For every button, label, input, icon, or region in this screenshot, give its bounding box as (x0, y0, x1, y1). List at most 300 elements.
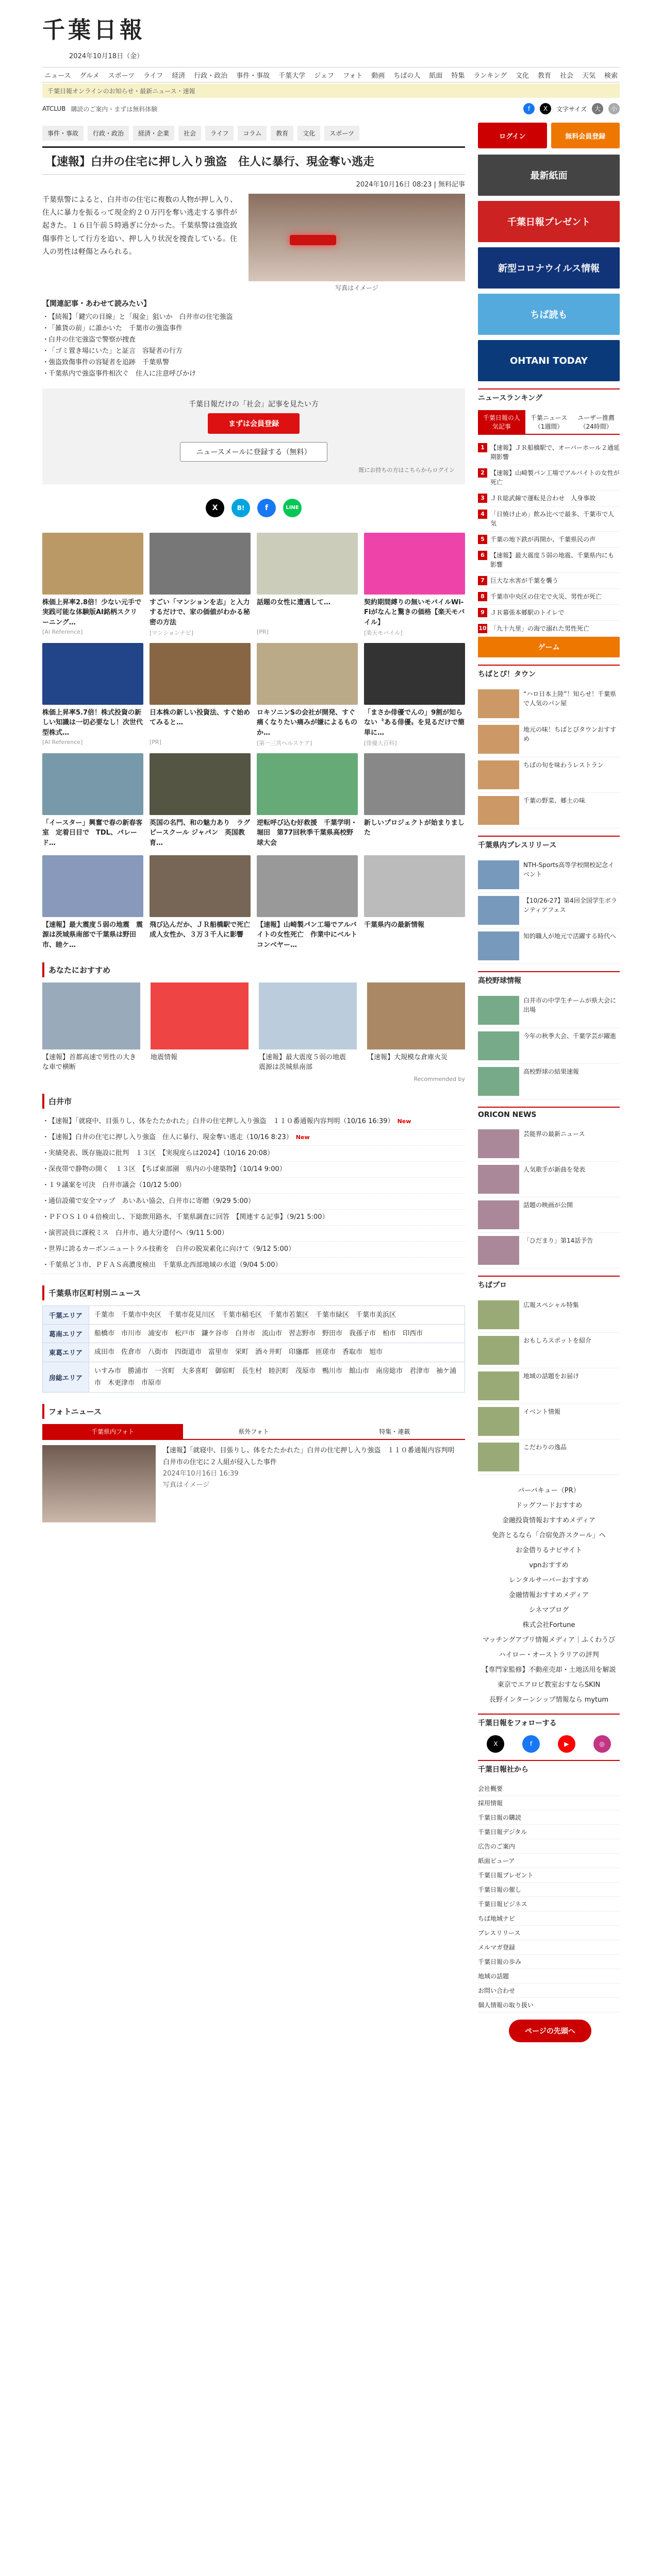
side-thumb (478, 996, 519, 1025)
nav-item[interactable]: スポーツ (108, 72, 135, 80)
ad-title[interactable]: 「まさか俳優でんの」9割が知らない〝ある俳優〟を見るだけで簡単に… (364, 708, 465, 737)
ad-image[interactable] (150, 643, 251, 705)
side-item[interactable] (478, 793, 620, 828)
main-nav (42, 67, 620, 82)
area-row (43, 1343, 465, 1362)
category-item[interactable]: 教育 (271, 126, 293, 141)
nav-item[interactable]: 社会 (559, 72, 573, 80)
photo-news-text[interactable]: 【速報】「就寝中、目張りし、体をたたかれた」白井の住宅押し入り強盗 １１０番通報内容判明 白井市の住宅に２人組が侵入した事件 (162, 1447, 461, 1466)
nav-item[interactable]: 天気 (582, 72, 595, 80)
ad-image[interactable] (150, 533, 251, 595)
company-link[interactable]: 会社概要 (478, 1782, 620, 1796)
company-link[interactable]: 地域の話題 (478, 1969, 620, 1984)
nav-item[interactable]: 教育 (537, 72, 551, 80)
company-link[interactable]: 個人情報の取り扱い (478, 1998, 620, 2012)
company-link[interactable]: 広告のご案内 (478, 1839, 620, 1854)
ad-source: [PR] (257, 628, 269, 635)
sponsor-link[interactable]: シネマブログ (528, 1606, 569, 1614)
ranking-item[interactable] (478, 465, 620, 490)
ad-source: [AI Reference] (42, 628, 83, 635)
ranking-text[interactable]: 「日焼け止め」飲み比べで最多、千葉市で人気 (490, 511, 615, 527)
local-news-text[interactable]: 通信設備で安全マップ あいあい協会、白井市に寄贈（9/29 5:00） (48, 1197, 255, 1206)
ad-source: [俳優大百科] (364, 739, 397, 747)
sponsor-link[interactable]: 免許とるなら「合宿免許スクール」へ (492, 1532, 606, 1539)
ad-image[interactable] (364, 643, 465, 705)
company-link[interactable]: プレスリリース (478, 1926, 620, 1940)
ad-card[interactable] (257, 533, 358, 637)
ad-card[interactable] (257, 753, 358, 849)
side-item-text[interactable]: 芸能界の最新ニュース (523, 1130, 585, 1138)
article-title: 【速報】白井の住宅に押し入り強盗 住人に暴行、現金奪い逃走 (42, 146, 465, 175)
side-item[interactable] (478, 1028, 620, 1064)
side-banner[interactable]: 千葉日報プレゼント (478, 201, 620, 242)
side-item-text[interactable]: おもしろスポットを紹介 (523, 1337, 592, 1344)
ad-image[interactable] (257, 753, 358, 815)
side-item-text[interactable]: 人気歌手が新曲を発表 (523, 1166, 586, 1173)
paywall-box (42, 388, 465, 484)
category-item[interactable]: スポーツ (324, 126, 359, 141)
nav-item[interactable]: 事件・事故 (236, 72, 270, 80)
rank-number: 4 (478, 510, 487, 519)
related-link[interactable]: ・ 【続報】「鍵穴の目線」と「現金」狙いか 白井市の住宅強盗 (42, 312, 465, 323)
company-link[interactable]: ちば地域ナビ (478, 1911, 620, 1926)
share-line-icon[interactable]: LINE (283, 499, 302, 517)
side-item-text[interactable]: 知的職人が地元で活躍する時代へ (523, 933, 617, 940)
local-news-item[interactable] (42, 1226, 465, 1242)
company-link[interactable]: 千葉日報ビジネス (478, 1897, 620, 1911)
category-item[interactable]: コラム (238, 126, 267, 141)
follow-icon[interactable]: ◎ (593, 1735, 611, 1753)
side-login-button[interactable]: ログイン (478, 123, 547, 148)
ad-card[interactable] (150, 753, 251, 849)
area-cities[interactable]: いすみ市 勝浦市 一宮町 大多喜町 御宿町 長生村 睦沢町 茂原市 鴨川市 館山市 南房総市 君津市 袖ケ浦市 木更津市 市原市 (89, 1362, 465, 1393)
ad-image[interactable] (257, 533, 358, 595)
company-links (478, 1782, 620, 2012)
sponsor-link[interactable]: 金融投資情報おすすめメディア (502, 1517, 596, 1524)
ad-title[interactable]: 英国の名門、和の魅力あり ラグビースクール ジャパン 英国教育… (150, 819, 251, 847)
reco-text[interactable]: 【速報】大規模な倉庫火災 (367, 1053, 448, 1061)
ranking-text[interactable]: 【速報】最大震度５弱の地震、千葉県内にも影響 (490, 552, 615, 568)
ranking-item[interactable] (478, 589, 620, 605)
side-item[interactable] (478, 1368, 620, 1404)
ranking-tabs (478, 410, 620, 435)
local-news-item[interactable] (42, 1114, 465, 1130)
side-signup-button[interactable]: 無料会員登録 (551, 123, 620, 148)
side-item-text[interactable]: NTH-Sports高等学校開校記念イベント (523, 861, 615, 878)
reco-card[interactable] (151, 982, 249, 1073)
side-item[interactable] (478, 1333, 620, 1368)
ad-grid (42, 533, 465, 951)
company-link[interactable]: 千葉日報の歩み (478, 1955, 620, 1969)
ad-card[interactable] (150, 533, 251, 637)
local-news-text[interactable]: 【速報】白井の住宅に押し入り強盗 住人に暴行、現金奪い逃走（10/16 8:23） (48, 1133, 293, 1141)
rank-number: 7 (478, 576, 487, 585)
side-item[interactable] (478, 1297, 620, 1333)
local-news-text[interactable]: 深夜帯で静物の開く １３区 【ちば東部園 県内の小建築物】（10/14 9:00） (48, 1165, 286, 1173)
nav-item[interactable]: 千葉大学 (278, 72, 306, 80)
side-thumb (478, 1371, 519, 1400)
side-item-text[interactable]: “ハロ日本上陸”！知らせ！千葉県で人気のパン屋 (523, 690, 617, 707)
x-icon[interactable]: X (540, 103, 551, 114)
side-thumb (478, 860, 519, 889)
ad-image[interactable] (42, 643, 143, 705)
ad-title[interactable]: 逆転呼び込む好救援 千葉学明・堀田 第77回秋季千葉県高校野球大会 (257, 819, 358, 847)
photo-news-item[interactable] (42, 1445, 465, 1522)
photo-tab[interactable]: 千葉県内フォト (42, 1424, 183, 1440)
ad-card[interactable] (364, 643, 465, 747)
ranking-text[interactable]: ＪＲ幕張本郷駅のトイレで (490, 609, 565, 616)
subscribe-link[interactable]: 購読のご案内・まずは無料体験 (71, 105, 158, 113)
sponsor-link[interactable]: 長野インターンシップ情報なら mytum (489, 1696, 609, 1704)
reco-image[interactable] (151, 982, 249, 1049)
side-banner[interactable]: 最新紙面 (478, 155, 620, 196)
share-x-icon[interactable]: X (206, 499, 224, 517)
side-item-text[interactable]: ちばの旬を味わうレストラン (523, 761, 604, 769)
side-thumb (478, 796, 519, 825)
nav-item[interactable]: 紙面 (429, 72, 443, 80)
local-news-item[interactable] (42, 1130, 465, 1146)
login-note[interactable]: 既にお持ちの方はこちらからログイン (358, 466, 455, 473)
article-meta: 2024年10月16日 08:23 | 無料記事 (356, 181, 465, 189)
side-item[interactable] (478, 1439, 620, 1475)
ad-card[interactable] (150, 643, 251, 747)
follow-icon[interactable]: ▶ (558, 1735, 575, 1753)
nav-item[interactable]: 経済 (172, 72, 186, 80)
ad-title[interactable]: 【速報】最大震度５弱の地震 震源は茨城県南部で千葉県は野田市、睦ケ… (42, 921, 143, 949)
company-link[interactable]: 千葉日報デジタル (478, 1825, 620, 1839)
category-item[interactable]: 事件・事故 (42, 126, 84, 141)
side-thumb (478, 725, 519, 754)
side-item[interactable] (478, 686, 620, 722)
ranking-item[interactable] (478, 605, 620, 621)
nav-item[interactable]: 文化 (515, 72, 529, 80)
sponsor-link[interactable]: バーバキュー（PR） (518, 1487, 580, 1495)
newsletter-button[interactable]: ニュースメールに登録する（無料） (180, 442, 327, 462)
ad-title[interactable]: 契約期間縛りの無いモバイルWi-Fiがなんと驚きの価格【楽天モバイル】 (364, 598, 465, 626)
ranking-item[interactable] (478, 440, 620, 465)
reco-title: あなたにおすすめ (42, 962, 465, 977)
ad-card[interactable] (42, 753, 143, 849)
related-link[interactable]: ・ 強盗致傷事件の容疑者を追跡 千葉県警 (42, 357, 465, 368)
sidebar (478, 123, 620, 2042)
photo-tab[interactable]: 県外フォト (183, 1424, 324, 1440)
share-hatena-icon[interactable]: B! (231, 499, 250, 517)
local-news-item[interactable] (42, 1162, 465, 1178)
header-date: 2024年10月18日（金） (69, 53, 144, 60)
ranking-list (478, 440, 620, 637)
ad-image[interactable] (42, 533, 143, 595)
company-link[interactable]: お問い合わせ (478, 1984, 620, 1998)
area-cities[interactable]: 千葉市 千葉市中央区 千葉市花見川区 千葉市稲毛区 千葉市若葉区 千葉市緑区 千葉市美浜区 (89, 1306, 465, 1324)
ranking-text[interactable]: 【速報】ＪＲ船橋駅で、オーバーホール２通延期影響 (490, 444, 620, 461)
reco-image[interactable] (259, 982, 357, 1049)
photo-news-image[interactable] (42, 1445, 156, 1522)
side-item-text[interactable]: 白井市の中学生チームが県大会に出場 (523, 997, 617, 1013)
related-link[interactable]: ・ 白井の住宅強盗で警察が捜査 (42, 334, 465, 346)
ad-title[interactable]: 飛び込んだか、ＪＲ船橋駅で死亡 成人女性か、３万３千人に影響 (150, 921, 257, 939)
sponsor-link[interactable]: 株式会社Fortune (522, 1621, 575, 1629)
ad-image[interactable] (257, 855, 358, 917)
ranking-item[interactable] (478, 532, 620, 548)
ad-image[interactable] (42, 855, 143, 917)
ad-title[interactable]: 話題の女性に遭遇して… (257, 598, 331, 606)
area-cities[interactable]: 成田市 佐倉市 八街市 四街道市 富里市 栄町 酒々井町 印旛郡 匝瑳市 香取市 旭市 (89, 1343, 465, 1362)
ad-card[interactable] (257, 855, 358, 951)
page-top-button[interactable]: ページの先頭へ (509, 2020, 591, 2042)
category-item[interactable]: ライフ (205, 126, 234, 141)
nav-item[interactable]: ジェフ (314, 72, 334, 80)
area-head: 房総エリア (43, 1362, 89, 1393)
atclub-label[interactable]: ATCLUB (42, 105, 66, 112)
local-news-text[interactable]: １９議案を可決 白井市議会（10/12 5:00） (48, 1181, 186, 1189)
area-head: 葛南エリア (43, 1324, 89, 1343)
area-table (42, 1306, 465, 1393)
new-badge: New (397, 1117, 411, 1125)
sponsor-links (478, 1482, 620, 1706)
article-photo (249, 194, 465, 281)
ad-image[interactable] (257, 643, 358, 705)
register-button[interactable]: まずは会員登録 (208, 413, 300, 434)
ad-title[interactable]: 「イースター」興奮で春の新春客室 定着日目で TDL、パレード… (42, 819, 143, 847)
local-news-item[interactable] (42, 1194, 465, 1210)
local-news-item[interactable] (42, 1178, 465, 1194)
ad-title[interactable]: 千葉県内の最新情報 (364, 921, 425, 929)
ad-title[interactable]: すごい「マンションを志」と入力するだけで、家の価値がわかる秘密の方法 (150, 598, 250, 626)
local-news-text[interactable]: ＰＦＯＳ１０４倍検出し、下総飲用路水、千葉県調査に回答 【関連する記事】（9/21 5:00） (48, 1213, 329, 1222)
ad-title[interactable]: 株価上昇率5.7倍！株式投資の新しい知識は一切必要なし！次世代型株式… (42, 708, 143, 737)
nav-item[interactable]: ライフ (143, 72, 163, 80)
ad-image[interactable] (150, 753, 251, 815)
font-large-icon[interactable]: 大 (592, 103, 603, 114)
ad-card[interactable] (42, 855, 143, 951)
side-item-text[interactable]: 地域の話題をお届け (523, 1372, 580, 1380)
share-facebook-icon[interactable]: f (257, 499, 276, 517)
side-thumb (478, 1200, 519, 1229)
rank-number: 3 (478, 494, 487, 503)
local-news-text[interactable]: 【速報】「就寝中、目張りし、体をたたかれた」白井の住宅押し入り強盗 １１０番通報内容判明（10/16 16:39） (48, 1117, 394, 1125)
side-banner[interactable]: ちば読も (478, 294, 620, 335)
side-item[interactable] (478, 893, 620, 928)
share-bar (42, 499, 465, 517)
side-item-text[interactable]: 地元の味！ちばとぴタウンおすすめ (523, 726, 617, 742)
ad-image[interactable] (42, 753, 143, 815)
sponsor-link[interactable]: お金借りるナビサイト (515, 1547, 583, 1554)
category-item[interactable]: 社会 (178, 126, 201, 141)
photo-news-title: フォトニュース (42, 1404, 465, 1419)
ranking-text[interactable]: 【速報】山崎製パン工場でアルバイトの女性が死亡 (490, 469, 620, 486)
reco-card[interactable] (367, 982, 465, 1073)
reco-image[interactable] (367, 982, 465, 1049)
ad-card[interactable] (150, 855, 257, 951)
area-head: 千葉エリア (43, 1306, 89, 1324)
side-item[interactable] (478, 1126, 620, 1162)
ranking-tab[interactable]: ユーザー推薦（24時間） (572, 410, 620, 435)
sponsor-link[interactable]: 金融情報おすすめメディア (508, 1591, 589, 1599)
font-size-label: 文字サイズ (556, 105, 587, 113)
local-news-item[interactable] (42, 1146, 465, 1162)
sub-bar (42, 100, 620, 117)
oricon-title: ORICON NEWS (478, 1107, 620, 1122)
reco-card[interactable] (42, 982, 140, 1073)
side-item-text[interactable]: 「ひだまり」第14話予告 (523, 1237, 593, 1244)
side-item[interactable] (478, 857, 620, 893)
company-link[interactable]: 千葉日報の購読 (478, 1810, 620, 1825)
game-banner[interactable]: ゲーム (478, 637, 620, 657)
reco-image[interactable] (42, 982, 140, 1049)
local-news-item[interactable] (42, 1242, 465, 1258)
local-news-text[interactable]: 演習読員に課税ミス 白井市、過大分還付へ（9/11 5:00） (48, 1229, 228, 1238)
side-item[interactable] (478, 722, 620, 757)
reco-text[interactable]: 地震情報 (151, 1053, 178, 1061)
ad-card[interactable] (364, 753, 465, 849)
side-item-text[interactable]: 高校野球の結果速報 (523, 1068, 580, 1075)
area-row (43, 1306, 465, 1324)
side-item-text[interactable]: こだわりの逸品 (523, 1444, 567, 1451)
side-item[interactable] (478, 928, 620, 964)
local-news-text[interactable]: 世界に誇るカーボンニュートラル技術を 白井の脱炭素化に向けて（9/12 5:00） (48, 1245, 295, 1253)
ad-image[interactable] (364, 533, 465, 595)
ranking-text[interactable]: 「九十九里」の海で溺れた男性死亡 (490, 625, 590, 632)
rank-number: 8 (478, 592, 487, 601)
related-link[interactable]: ・ 千葉県内で強盗事件相次ぐ 住人に注意呼びかけ (42, 368, 465, 380)
ad-image[interactable] (364, 855, 465, 917)
related-link[interactable]: ・ 「雑貨の前」に誰かいた 千葉市の強盗事件 (42, 323, 465, 334)
category-item[interactable]: 文化 (297, 126, 320, 141)
side-banner[interactable]: 新型コロナウイルス情報 (478, 247, 620, 289)
ad-title[interactable]: 株価上昇率2.8倍！少ない元手で実践可能な体験版AI銘柄スクリーニング… (42, 598, 142, 626)
photo-news-date: 2024年10月16日 16:39 (162, 1469, 239, 1478)
company-link[interactable]: 紙面ビューア (478, 1854, 620, 1868)
ad-title[interactable]: 【速報】山崎製パン工場でアルバイトの女性死亡 作業中にベルトコンベヤー… (257, 921, 358, 949)
ad-title[interactable]: ロキソニンSの会社が開発、すぐ痛くなりたい痛みが嫌によるものか… (257, 708, 358, 737)
local-news-text[interactable]: 千葉県ど３市、ＰＦＡＳ高濃度検出 千葉県北西部地域の水道（9/04 5:00） (48, 1261, 282, 1269)
side-thumb (478, 896, 519, 925)
reco-card[interactable] (259, 982, 357, 1073)
photo-news-caption: 写真はイメージ (162, 1481, 210, 1489)
ranking-text[interactable]: ＪＲ総武線で運転見合わせ 人身事故 (490, 495, 596, 502)
ad-title[interactable]: 新しいプロジェクトが始まりました (364, 819, 465, 837)
nav-item[interactable]: ランキング (473, 72, 507, 80)
sponsor-link[interactable]: 【専門家監修】不動産売却・土地活用を解説 (482, 1666, 616, 1674)
side-item[interactable] (478, 1162, 620, 1197)
side-item[interactable] (478, 1197, 620, 1233)
local-news-item[interactable] (42, 1258, 465, 1274)
area-cities[interactable]: 船橋市 市川市 浦安市 松戸市 鎌ケ谷市 白井市 流山市 習志野市 野田市 我孫子市 柏市 印西市 (89, 1324, 465, 1343)
rank-number: 5 (478, 535, 487, 544)
category-item[interactable]: 経済・企業 (133, 126, 174, 141)
rank-number: 6 (478, 551, 487, 560)
side-thumb (478, 689, 519, 718)
follow-icon[interactable]: f (522, 1735, 540, 1753)
area-row (43, 1362, 465, 1393)
side-item-text[interactable]: 広報スペシャル特集 (523, 1301, 579, 1309)
side-item-text[interactable]: 今年の秋季大会、千葉学芸が躍進 (523, 1032, 617, 1040)
nav-item[interactable]: 行政・政治 (194, 72, 228, 80)
side-item-text[interactable]: 話題の映画が公開 (523, 1201, 573, 1209)
side-thumb (478, 1443, 519, 1471)
ad-image[interactable] (364, 753, 465, 815)
ad-card[interactable] (364, 533, 465, 637)
ranking-text[interactable]: 巨大な水害が千葉を襲う (490, 577, 559, 584)
side-item[interactable] (478, 1233, 620, 1268)
company-link[interactable]: 採用情報 (478, 1796, 620, 1810)
follow-icon[interactable]: X (487, 1735, 504, 1753)
nav-item[interactable]: グルメ (79, 72, 100, 80)
nav-item[interactable]: 特集 (451, 72, 465, 80)
company-link[interactable]: 千葉日報プレゼント (478, 1868, 620, 1883)
nav-item[interactable]: 検索 (604, 72, 618, 80)
ticker[interactable]: 千葉日報オンラインのお知らせ・最新ニュース・速報 (42, 83, 620, 98)
area-head: 東葛エリア (43, 1343, 89, 1362)
ad-source: [第一三共ヘルスケア] (257, 739, 312, 747)
side-item-text[interactable]: イベント情報 (523, 1408, 561, 1415)
photo-tab[interactable]: 特集・連載 (324, 1424, 465, 1440)
ad-image[interactable] (150, 855, 251, 917)
side-item-text[interactable]: 千葉の野菜、郷土の味 (523, 797, 586, 804)
ad-source: [マンションナビ] (150, 629, 194, 636)
side-item-text[interactable]: 【10/26-27】第4回全国学生ボランティアフェス (523, 897, 617, 913)
ranking-item[interactable] (478, 490, 620, 506)
company-link[interactable]: メルマガ登録 (478, 1940, 620, 1955)
side-item[interactable] (478, 1064, 620, 1099)
local-news-item[interactable] (42, 1210, 465, 1226)
ad-source: [PR] (150, 738, 161, 745)
nav-item[interactable]: 動画 (371, 72, 385, 80)
ranking-item[interactable] (478, 573, 620, 589)
ad-card[interactable] (42, 533, 143, 637)
nav-item[interactable]: フォト (342, 72, 363, 80)
facebook-icon[interactable]: f (523, 103, 535, 114)
sponsor-link[interactable]: 東京でエアロビ教室おすならSKIN (497, 1681, 601, 1689)
side-item[interactable] (478, 993, 620, 1028)
side-banner[interactable]: OHTANI TODAY (478, 340, 620, 381)
local-news-text[interactable]: 実績発表、既存施設に批判 １３区 【実現度らは2024】（10/16 20:08） (48, 1149, 274, 1157)
side-thumb (478, 1236, 519, 1265)
ad-card[interactable] (42, 643, 143, 747)
sponsor-link[interactable]: レンタルサーバーおすすめ (509, 1577, 589, 1584)
side-thumb (478, 1129, 519, 1158)
font-small-icon[interactable]: 小 (608, 103, 620, 114)
ranking-item[interactable] (478, 548, 620, 573)
ranking-text[interactable]: 千葉の地下鉄が再開か、千葉県民の声 (490, 536, 596, 543)
ad-card[interactable] (364, 855, 465, 951)
company-link[interactable]: 千葉日報の催し (478, 1883, 620, 1897)
side-thumb (478, 1031, 519, 1060)
site-logo[interactable]: 千葉日報 (42, 17, 145, 43)
sponsor-link[interactable]: ドッグフードおすすめ (515, 1502, 583, 1510)
reco-text[interactable]: 【速報】首都高速で男性の大きな車で横断 (42, 1053, 137, 1072)
sponsor-link[interactable]: vpnおすすめ (529, 1562, 569, 1569)
ranking-item[interactable] (478, 621, 620, 637)
paywall-lead: 千葉日報だけの「社会」記事を見たい方 (189, 400, 319, 409)
related-link[interactable]: ・ 「ゴミ置き場にいた」と証言 容疑者の行方 (42, 346, 465, 357)
side-item[interactable] (478, 1404, 620, 1439)
ad-card[interactable] (257, 643, 358, 747)
sponsor-link[interactable]: マッチングアプリ情報メディア｜ふくわうび (482, 1636, 615, 1644)
ranking-tab[interactable]: 千葉日報の人気記事 (478, 410, 525, 435)
nav-item[interactable]: ニュース (44, 72, 71, 80)
ranking-tab[interactable]: 千葉ニュース（1週間） (525, 410, 573, 435)
nav-item[interactable]: ちばの人 (393, 72, 421, 80)
reco-text[interactable]: 【速報】最大震度５弱の地震 震源は茨城県南部 (259, 1053, 353, 1072)
sponsor-link[interactable]: ハイロー・オーストラリアの評判 (499, 1651, 599, 1659)
category-item[interactable]: 行政・政治 (88, 126, 129, 141)
side-item[interactable] (478, 757, 620, 793)
article-body: 千葉県警によると、白井市の住宅に複数の人物が押し入り、住人に暴力を振るって現金約２０万円を奪い逃走する事件が起きた。１６日午前５時過ぎに分かった。千葉県警は強盗致傷事件として行方を追い、押し入り状況を捜査している。住人の男性は軽傷とみられる。 (42, 196, 237, 256)
ranking-text[interactable]: 千葉市中央区の住宅で火災、男性が死亡 (490, 593, 602, 600)
ranking-item[interactable] (478, 506, 620, 532)
ad-title[interactable]: 日本株の新しい投資法、すぐ始めてみると… (150, 708, 251, 727)
